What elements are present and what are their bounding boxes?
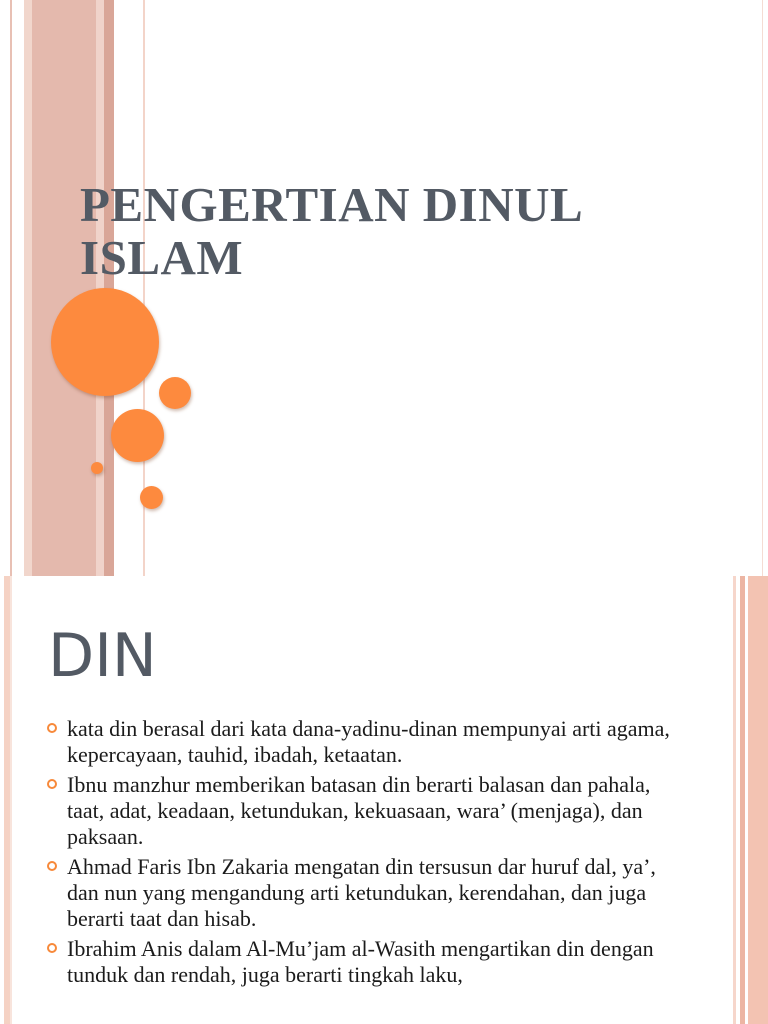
bullet-text: Ibnu manzhur memberikan batasan din berarti balasan dan pahala, taat, adat, keadaan, ketundukan, kekuasaan, wara’ (menjaga), dan paksaan.: [67, 772, 651, 849]
ring-bullet-icon: [47, 779, 57, 789]
decorative-stripe: [10, 576, 12, 1024]
decorative-circle-tiny: [91, 462, 103, 474]
list-item: [46, 716, 686, 768]
bullet-text: Ahmad Faris Ibn Zakaria mengatan din tersusun dar huruf dal, ya’, dan nun yang mengandung arti ketundukan, kerendahan, dan juga berarti taat dan hisab.: [67, 854, 656, 931]
slide-title: DIN: [48, 621, 157, 691]
decorative-circle-medium: [111, 409, 164, 462]
bullet-text: Ibrahim Anis dalam Al-Mu’jam al-Wasith mengartikan din dengan tunduk dan rendah, juga berarti tingkah laku,: [67, 936, 654, 987]
list-item: [46, 936, 686, 988]
ring-bullet-icon: [47, 723, 57, 733]
ring-bullet-icon: [47, 943, 57, 953]
list-item: [46, 772, 686, 850]
bullet-list: [46, 716, 686, 992]
decorative-stripe: [733, 576, 736, 1024]
decorative-stripe: [748, 576, 768, 1024]
list-item: [46, 854, 686, 932]
decorative-stripe: [10, 0, 12, 576]
bullet-text: kata din berasal dari kata dana-yadinu-dinan mempunyai arti agama, kepercayaan, tauhid, ibadah, ketaatan.: [67, 716, 670, 767]
ring-bullet-icon: [47, 861, 57, 871]
slide-title: PENGERTIAN DINUL ISLAM: [80, 177, 581, 285]
decorative-circle-small: [140, 486, 163, 509]
content-slide: [0, 576, 768, 1024]
right-edge-stripe: [762, 0, 768, 576]
decorative-circle-small: [159, 377, 191, 409]
decorative-stripe: [24, 0, 32, 576]
decorative-stripe: [740, 576, 745, 1024]
left-margin-stripe: [0, 0, 10, 576]
decorative-stripe: [32, 0, 96, 576]
decorative-circle-large: [51, 288, 159, 396]
